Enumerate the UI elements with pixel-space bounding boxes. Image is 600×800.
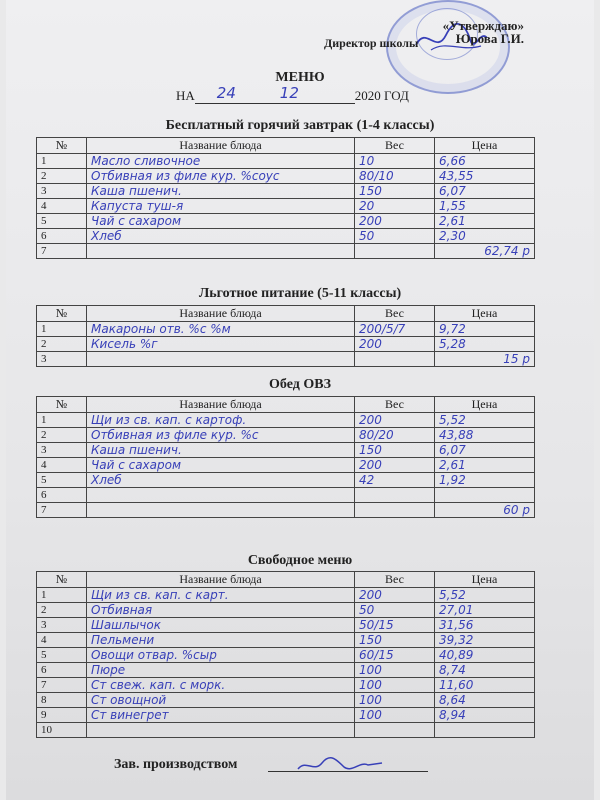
- dish-name: [87, 244, 355, 259]
- dish-weight: 50: [355, 229, 435, 244]
- dish-weight: 10: [355, 154, 435, 169]
- date-line: [176, 84, 409, 104]
- table-row: [37, 352, 535, 367]
- col-number: №: [37, 572, 87, 588]
- col-price: Цена: [435, 572, 535, 588]
- approval-label: «Утверждаю»: [442, 18, 524, 33]
- dish-weight: 50/15: [355, 618, 435, 633]
- dish-weight: 80/10: [355, 169, 435, 184]
- dish-price: 43,88: [435, 428, 535, 443]
- dish-price: 11,60: [435, 678, 535, 693]
- section-title-subsidized: Льготное питание (5-11 классы): [198, 286, 402, 301]
- table-row: [37, 603, 535, 618]
- dish-weight: 50: [355, 603, 435, 618]
- dish-price: 39,32: [435, 633, 535, 648]
- dish-price: 5,52: [435, 588, 535, 603]
- col-number: №: [37, 306, 87, 322]
- dish-price: 40,89: [435, 648, 535, 663]
- row-number: 1: [37, 322, 87, 337]
- dish-price: 2,30: [435, 229, 535, 244]
- dish-weight: 150: [355, 443, 435, 458]
- director-name: Юрова Г.И.: [455, 31, 524, 46]
- dish-weight: 200: [355, 413, 435, 428]
- col-price: Цена: [435, 138, 535, 154]
- row-number: 3: [37, 352, 87, 367]
- row-number: 4: [37, 458, 87, 473]
- total-price: 62,74 р: [435, 244, 535, 259]
- dish-name: Щи из св. кап. с картоф.: [87, 413, 355, 428]
- dish-name: Кисель %г: [87, 337, 355, 352]
- row-number: 3: [37, 443, 87, 458]
- col-weight: Вес: [355, 306, 435, 322]
- dish-price: 2,61: [435, 214, 535, 229]
- dish-name: Хлеб: [87, 229, 355, 244]
- dish-price: 31,56: [435, 618, 535, 633]
- dish-name: Овощи отвар. %сыр: [87, 648, 355, 663]
- dish-weight: [355, 244, 435, 259]
- date-month: 12: [279, 84, 299, 102]
- row-number: 10: [37, 723, 87, 738]
- menu-title: МЕНЮ: [275, 70, 325, 85]
- row-number: 1: [37, 154, 87, 169]
- dish-name: [87, 723, 355, 738]
- row-number: 1: [37, 588, 87, 603]
- table-row: [37, 169, 535, 184]
- dish-name: [87, 503, 355, 518]
- total-price: 15 р: [435, 352, 535, 367]
- table-row: [37, 708, 535, 723]
- table-row: [37, 648, 535, 663]
- table-row: [37, 214, 535, 229]
- row-number: 3: [37, 184, 87, 199]
- dish-price: 8,64: [435, 693, 535, 708]
- dish-name: Каша пшенич.: [87, 443, 355, 458]
- date-day: 24: [216, 84, 236, 102]
- table-row: [37, 473, 535, 488]
- row-number: 7: [37, 678, 87, 693]
- dish-name: [87, 352, 355, 367]
- dish-price: 1,55: [435, 199, 535, 214]
- date-prefix: НА: [176, 88, 195, 103]
- dish-name: Масло сливочное: [87, 154, 355, 169]
- row-number: 6: [37, 229, 87, 244]
- dish-weight: 20: [355, 199, 435, 214]
- table-row: [37, 693, 535, 708]
- col-number: №: [37, 138, 87, 154]
- dish-name: Чай с сахаром: [87, 458, 355, 473]
- dish-name: Отбивная: [87, 603, 355, 618]
- table-row: [37, 633, 535, 648]
- dish-price: 6,07: [435, 184, 535, 199]
- table-row: [37, 488, 535, 503]
- col-number: №: [37, 397, 87, 413]
- table-ovz-lunch: [36, 396, 535, 518]
- dish-name: Шашлычок: [87, 618, 355, 633]
- dish-weight: 100: [355, 678, 435, 693]
- row-number: 7: [37, 503, 87, 518]
- col-dish-name: Название блюда: [87, 138, 355, 154]
- table-row: [37, 199, 535, 214]
- dish-weight: [355, 723, 435, 738]
- dish-weight: 200/5/7: [355, 322, 435, 337]
- dish-name: Отбивная из филе кур. %с: [87, 428, 355, 443]
- dish-name: Каша пшенич.: [87, 184, 355, 199]
- dish-name: [87, 488, 355, 503]
- table-row: [37, 337, 535, 352]
- dish-weight: 200: [355, 458, 435, 473]
- total-price: 60 р: [435, 503, 535, 518]
- dish-name: Капуста туш-я: [87, 199, 355, 214]
- dish-weight: 150: [355, 184, 435, 199]
- row-number: 5: [37, 648, 87, 663]
- row-number: 2: [37, 428, 87, 443]
- table-row: [37, 184, 535, 199]
- row-number: 5: [37, 473, 87, 488]
- table-row: [37, 322, 535, 337]
- dish-price: [435, 488, 535, 503]
- row-number: 2: [37, 169, 87, 184]
- col-weight: Вес: [355, 138, 435, 154]
- row-number: 8: [37, 693, 87, 708]
- table-row: [37, 413, 535, 428]
- production-manager-signature: [296, 755, 386, 775]
- row-number: 2: [37, 603, 87, 618]
- table-row: [37, 229, 535, 244]
- table-row: [37, 458, 535, 473]
- dish-price: [435, 723, 535, 738]
- row-number: 7: [37, 244, 87, 259]
- date-year: 2020 ГОД: [354, 88, 409, 103]
- dish-weight: 200: [355, 337, 435, 352]
- menu-document: [6, 0, 594, 800]
- row-number: 2: [37, 337, 87, 352]
- dish-name: Макароны отв. %с %м: [87, 322, 355, 337]
- row-number: 1: [37, 413, 87, 428]
- col-dish-name: Название блюда: [87, 572, 355, 588]
- col-price: Цена: [435, 306, 535, 322]
- section-title-breakfast: Бесплатный горячий завтрак (1-4 классы): [165, 118, 435, 133]
- table-row: [37, 723, 535, 738]
- dish-weight: 100: [355, 708, 435, 723]
- dish-price: 2,61: [435, 458, 535, 473]
- dish-weight: 100: [355, 663, 435, 678]
- dish-price: 6,66: [435, 154, 535, 169]
- table-breakfast: [36, 137, 535, 259]
- col-weight: Вес: [355, 572, 435, 588]
- row-number: 4: [37, 199, 87, 214]
- dish-weight: 100: [355, 693, 435, 708]
- dish-price: 5,52: [435, 413, 535, 428]
- table-row: [37, 244, 535, 259]
- footer-label: Зав. производством: [114, 757, 238, 772]
- table-row: [37, 618, 535, 633]
- table-row: [37, 443, 535, 458]
- col-dish-name: Название блюда: [87, 397, 355, 413]
- date-underline: [195, 84, 355, 104]
- table-subsidized: [36, 305, 535, 367]
- table-row: [37, 678, 535, 693]
- dish-weight: [355, 352, 435, 367]
- table-row: [37, 663, 535, 678]
- dish-weight: [355, 488, 435, 503]
- dish-weight: 200: [355, 588, 435, 603]
- dish-weight: 200: [355, 214, 435, 229]
- dish-weight: 42: [355, 473, 435, 488]
- table-row: [37, 428, 535, 443]
- row-number: 6: [37, 488, 87, 503]
- dish-price: 5,28: [435, 337, 535, 352]
- dish-name: Ст свеж. кап. с морк.: [87, 678, 355, 693]
- dish-name: Пюре: [87, 663, 355, 678]
- dish-name: Щи из св. кап. с карт.: [87, 588, 355, 603]
- table-row: [37, 588, 535, 603]
- row-number: 5: [37, 214, 87, 229]
- col-price: Цена: [435, 397, 535, 413]
- dish-name: Хлеб: [87, 473, 355, 488]
- dish-price: 9,72: [435, 322, 535, 337]
- table-row: [37, 503, 535, 518]
- col-dish-name: Название блюда: [87, 306, 355, 322]
- row-number: 9: [37, 708, 87, 723]
- dish-name: Чай с сахаром: [87, 214, 355, 229]
- table-free-menu: [36, 571, 535, 738]
- table-row: [37, 154, 535, 169]
- dish-price: 6,07: [435, 443, 535, 458]
- dish-weight: 80/20: [355, 428, 435, 443]
- row-number: 4: [37, 633, 87, 648]
- dish-weight: [355, 503, 435, 518]
- dish-price: 8,74: [435, 663, 535, 678]
- director-label: Директор школы: [324, 36, 419, 50]
- col-weight: Вес: [355, 397, 435, 413]
- dish-weight: 60/15: [355, 648, 435, 663]
- dish-price: 43,55: [435, 169, 535, 184]
- dish-name: Отбивная из филе кур. %соус: [87, 169, 355, 184]
- dish-name: Пельмени: [87, 633, 355, 648]
- dish-weight: 150: [355, 633, 435, 648]
- dish-price: 27,01: [435, 603, 535, 618]
- dish-name: Ст винегрет: [87, 708, 355, 723]
- row-number: 6: [37, 663, 87, 678]
- dish-name: Ст овощной: [87, 693, 355, 708]
- dish-price: 8,94: [435, 708, 535, 723]
- section-title-ovz-lunch: Обед ОВЗ: [269, 377, 331, 392]
- row-number: 3: [37, 618, 87, 633]
- dish-price: 1,92: [435, 473, 535, 488]
- section-title-free-menu: Свободное меню: [247, 553, 353, 568]
